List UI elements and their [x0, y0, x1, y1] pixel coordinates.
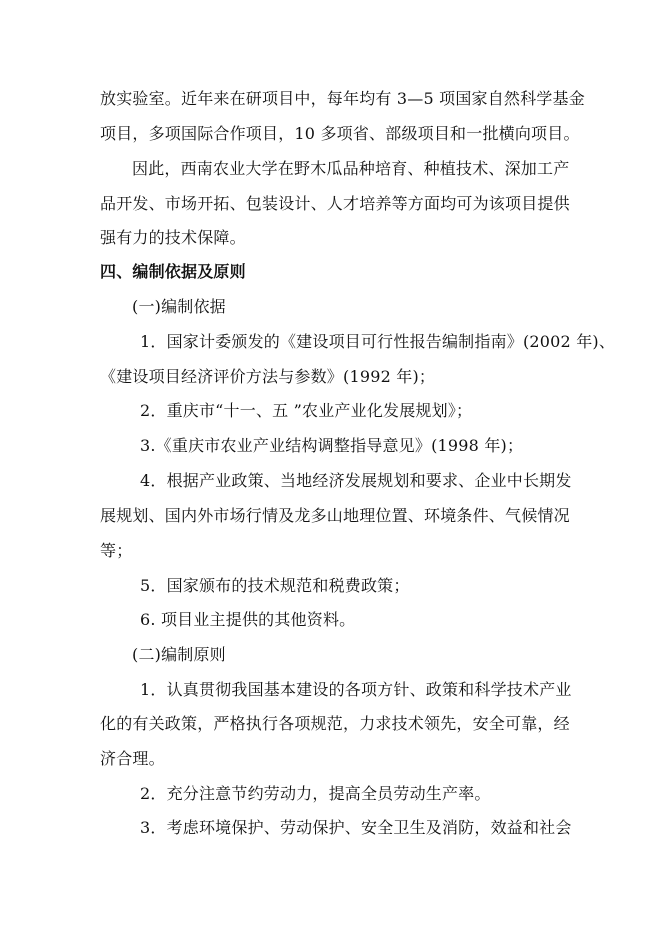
list-item: 6. 项目业主提供的其他资料。 — [140, 610, 356, 629]
list-item-continuation: 化的有关政策，严格执行各项规范，力求技术领先，安全可靠，经 — [100, 714, 570, 733]
paragraph-line: 强有力的技术保障。 — [100, 228, 246, 247]
subsection-heading: (二)编制原则 — [132, 645, 226, 664]
paragraph-line: 品开发、市场开拓、包装设计、人才培养等方面均可为该项目提供 — [100, 194, 570, 213]
list-item: 4．根据产业政策、当地经济发展规划和要求、企业中长期发 — [140, 471, 572, 490]
list-item: 3．考虑环境保护、劳动保护、安全卫生及消防，效益和社会 — [140, 818, 572, 837]
list-item-continuation: 等； — [100, 541, 133, 560]
paragraph-line: 因此，西南农业大学在野木瓜品种培育、种植技术、深加工产 — [132, 159, 570, 178]
list-item: 2．充分注意节约劳动力，提高全员劳动生产率。 — [140, 784, 491, 803]
list-item: 1．认真贯彻我国基本建设的各项方针、政策和科学技术产业 — [140, 680, 572, 699]
list-item: 5．国家颁布的技术规范和税费政策； — [140, 576, 410, 595]
paragraph-line: 项目，多项国际合作项目，10 多项省、部级项目和一批横向项目。 — [100, 124, 580, 143]
list-item: 3.《重庆市农业产业结构调整指导意见》(1998 年)； — [140, 436, 524, 455]
list-item: 1．国家计委颁发的《建设项目可行性报告编制指南》(2002 年)、 — [140, 332, 616, 351]
list-item-continuation: 济合理。 — [100, 749, 165, 768]
section-heading: 四、编制依据及原则 — [100, 262, 246, 281]
list-item: 2．重庆市“十一、五 ”农业产业化发展规划》； — [140, 401, 473, 420]
list-item-continuation: 展规划、国内外市场行情及龙多山地理位置、环境条件、气候情况 — [100, 506, 570, 525]
paragraph-line: 放实验室。近年来在研项目中，每年均有 3—5 项国家自然科学基金 — [100, 89, 585, 108]
subsection-heading: (一)编制依据 — [132, 297, 226, 316]
list-item-continuation: 《建设项目经济评价方法与参数》(1992 年)； — [100, 367, 436, 386]
